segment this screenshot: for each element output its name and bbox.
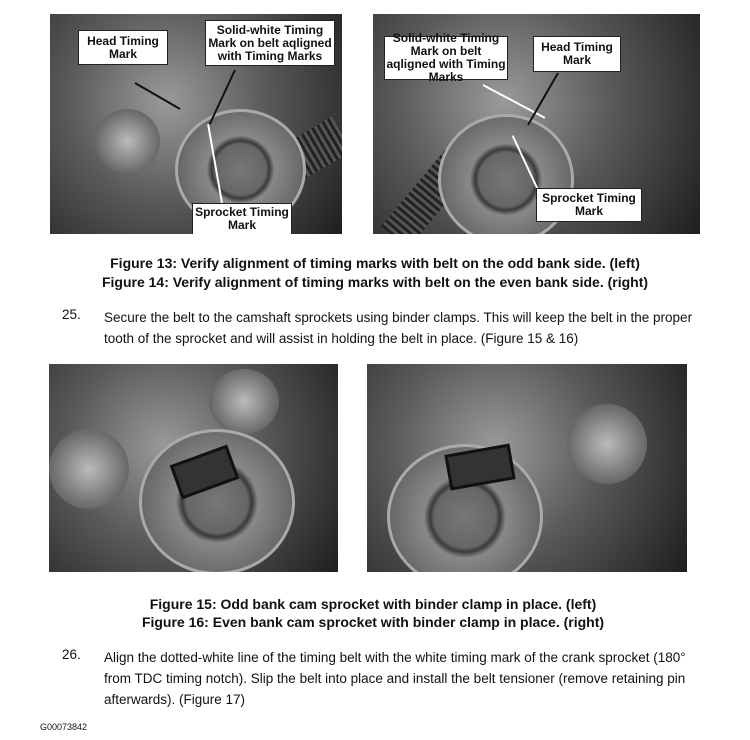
document-code: G00073842 — [40, 722, 88, 732]
figure-14-caption: Figure 14: Verify alignment of timing marks with belt on the even bank side. (right) — [101, 274, 649, 290]
step-25-number: 25. — [62, 307, 81, 322]
pulley — [567, 404, 647, 484]
figure-16-photo — [367, 364, 687, 572]
step-26-text: Align the dotted-white line of the timing belt with the white timing mark of the crank sprocket (180° from TDC timing notch). Slip the belt into place and install the belt tensioner (remove retaining pin afterwards). (Figure 17) — [104, 650, 686, 707]
figure-13-caption: Figure 13: Verify alignment of timing marks with belt on the odd bank side. (left) — [110, 255, 640, 271]
pulley — [49, 429, 129, 509]
solid-white-timing-mark-label: Solid-white Timing Mark on belt aqligned with Timing Marks — [384, 36, 508, 80]
head-timing-mark-label: Head Timing Mark — [533, 36, 621, 72]
head-timing-mark-label: Head Timing Mark — [78, 30, 168, 65]
figure-15-photo — [49, 364, 338, 572]
sprocket-timing-mark-label: Sprocket Timing Mark — [536, 188, 642, 222]
step-26-number: 26. — [62, 647, 81, 662]
figure-16-caption: Figure 16: Even bank cam sprocket with binder clamp in place. (right) — [141, 614, 605, 630]
figure-14-photo — [373, 14, 700, 234]
arrow — [135, 82, 181, 110]
solid-white-timing-mark-label: Solid-white Timing Mark on belt aqligned with Timing Marks — [205, 20, 335, 66]
sprocket-timing-mark-label: Sprocket Timing Mark — [192, 203, 292, 234]
pulley — [209, 369, 279, 434]
step-25-text: Secure the belt to the camshaft sprockets using binder clamps. This will keep the belt in the proper tooth of the sprocket and will assist in holding the belt in place. (Figure 15 & 16) — [104, 310, 693, 346]
figure-13-photo — [50, 14, 342, 234]
idler-pulley — [95, 109, 160, 174]
figure-15-caption: Figure 15: Odd bank cam sprocket with binder clamp in place. (left) — [149, 596, 597, 612]
